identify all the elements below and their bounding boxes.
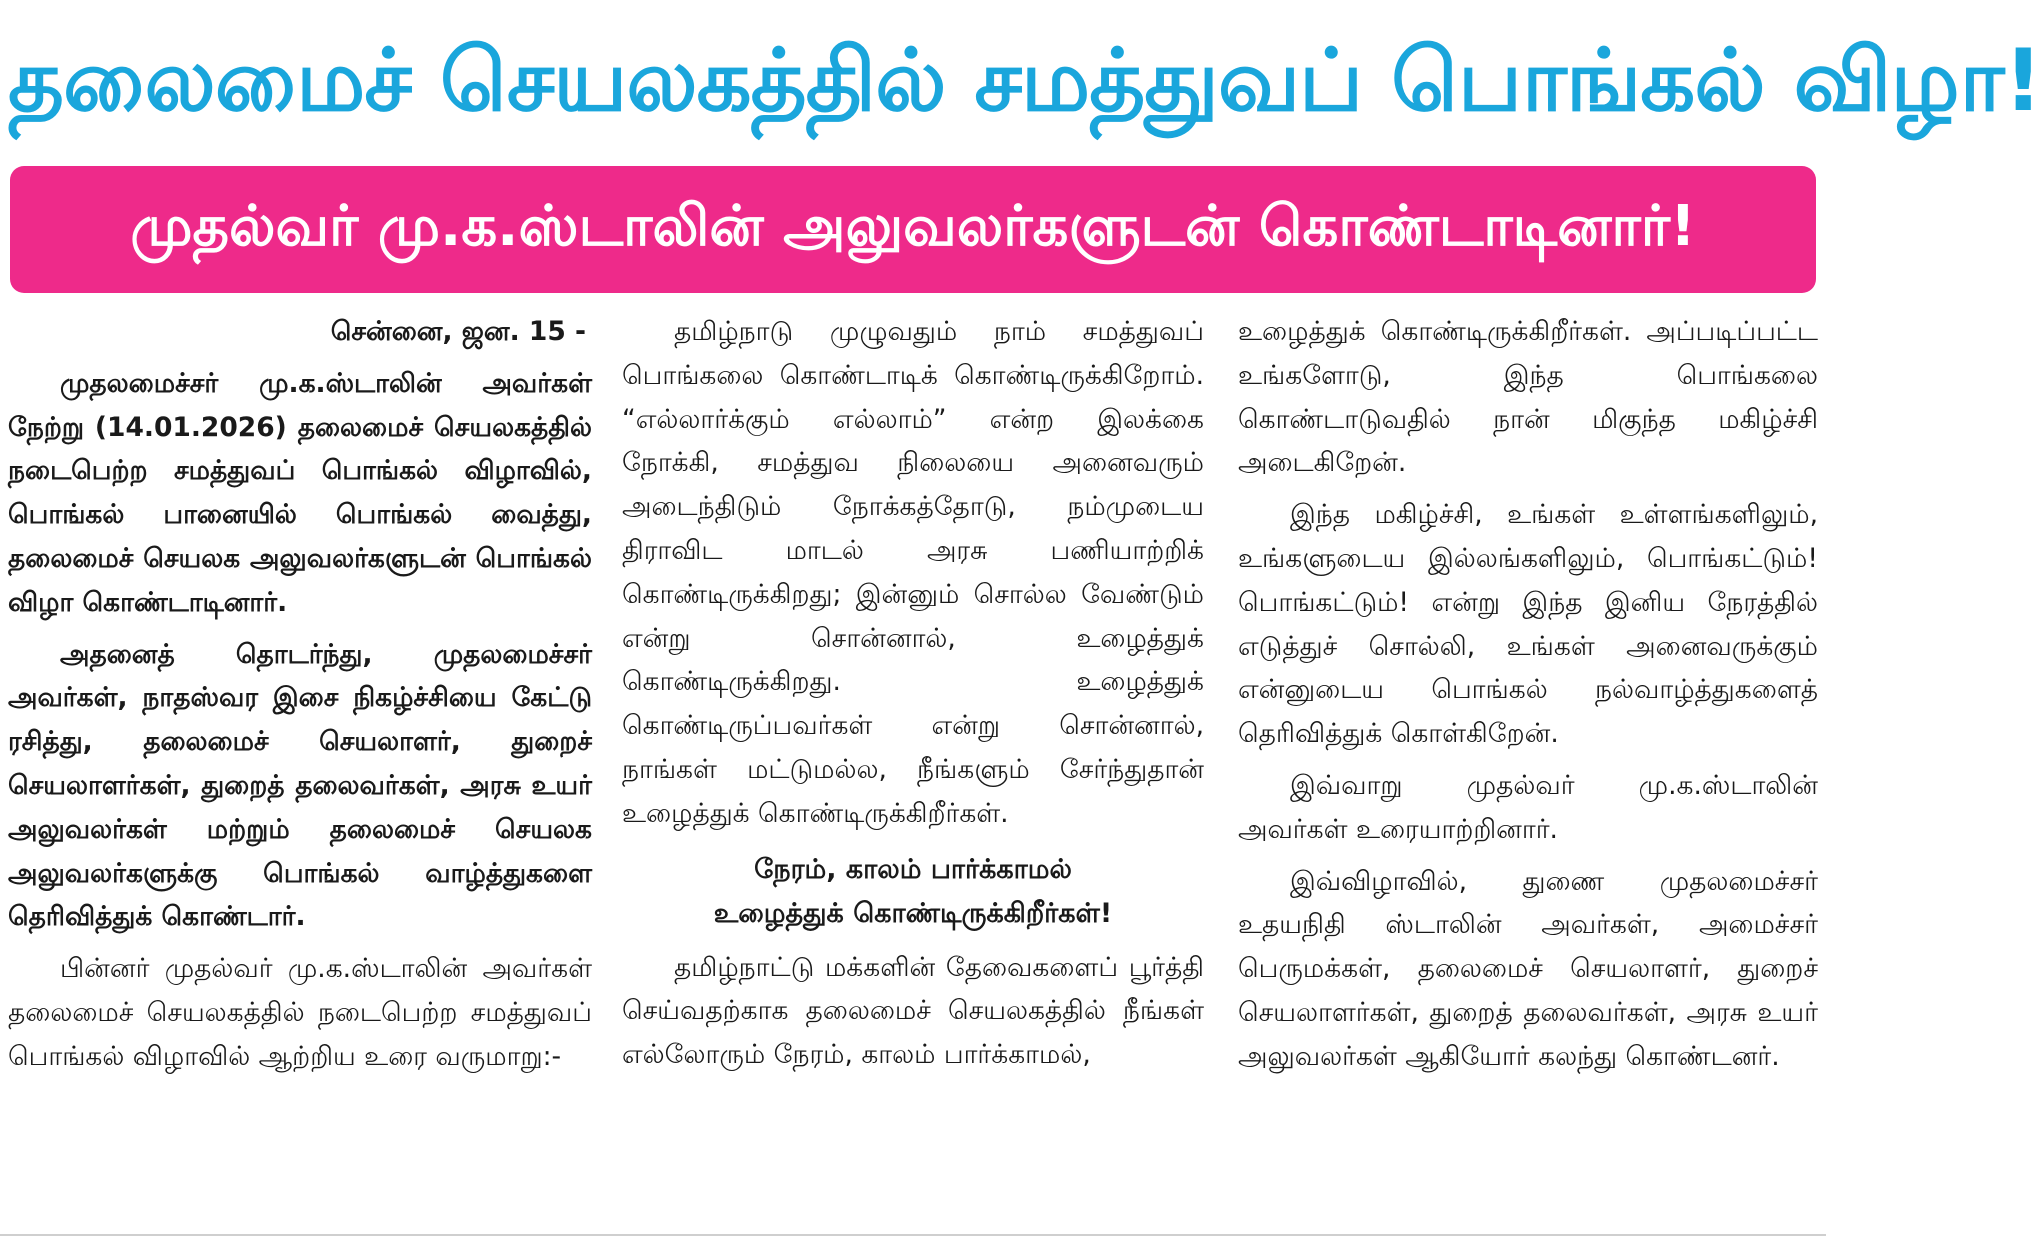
section-subhead-line: நேரம், காலம் பார்க்காமல் [754, 853, 1072, 885]
subheadline-banner [10, 166, 1816, 293]
section-subhead [622, 848, 1204, 936]
bottom-divider [0, 1234, 1826, 1236]
article-paragraph: தமிழ்நாடு முழுவதும் நாம் சமத்துவப் பொங்கலை கொண்டாடிக் கொண்டிருக்கிறோம். “எல்லார்க்கும் எல்லாம்” என்ற இலக்கை நோக்கி, சமத்துவ நிலையை அனைவரும் அடைந்திடும் நோக்கத்தோடு, நம்முடைய திராவிட மாடல் அரசு பணியாற்றிக் கொண்டிருக்கிறது; இன்னும் சொல்ல வேண்டும் என்று சொன்னால், உழைத்துக் கொண்டிருக்கிறது. உழைத்துக் கொண்டிருப்பவர்கள் என்று சொன்னால், நாங்கள் மட்டுமல்ல, நீங்களும் சேர்ந்துதான் உழைத்துக் கொண்டிருக்கிறீர்கள். [622, 316, 1204, 829]
headline: தலைமைச் செயலகத்தில் சமத்துவப் பொங்கல் விழா! [8, 31, 2042, 131]
article-paragraph: முதலமைச்சர் மு.க.ஸ்டாலின் அவர்கள் நேற்று (14.01.2026) தலைமைச் செயலகத்தில் நடைபெற்ற சமத்துவப் பொங்கல் விழாவில், பொங்கல் பானையில் பொங்கல் வைத்து, தலைமைச் செயலக அலுவலர்களுடன் பொங்கல் விழா கொண்டாடினார். [8, 367, 592, 618]
article-column-1 [8, 310, 592, 1230]
article-paragraph: இந்த மகிழ்ச்சி, உங்கள் உள்ளங்களிலும், உங்களுடைய இல்லங்களிலும், பொங்கட்டும்! பொங்கட்டும்! என்று இந்த இனிய நேரத்தில் எடுத்துச் சொல்லி, உங்கள் அனைவருக்கும் என்னுடைய பொங்கல் நல்வாழ்த்துகளைத் தெரிவித்துக் கொள்கிறேன். [1238, 499, 1818, 750]
article-column-2 [622, 310, 1204, 1230]
dateline: சென்னை, ஜன. 15 - [330, 316, 586, 347]
article-paragraph: உழைத்துக் கொண்டிருக்கிறீர்கள். அப்படிப்பட்ட உங்களோடு, இந்த பொங்கலை கொண்டாடுவதில் நான் மிகுந்த மகிழ்ச்சி அடைகிறேன். [1238, 316, 1818, 479]
article-paragraph: இவ்விழாவில், துணை முதலமைச்சர் உதயநிதி ஸ்டாலின் அவர்கள், அமைச்சர் பெருமக்கள், தலைமைச் செயலாளர், துறைச் செயலாளர்கள், துறைத் தலைவர்கள், அரசு உயர் அலுவலர்கள் ஆகியோர் கலந்து கொண்டனர். [1238, 865, 1818, 1072]
article-column-3 [1238, 310, 1818, 1230]
article-paragraph: அதனைத் தொடர்ந்து, முதலமைச்சர் அவர்கள், நாதஸ்வர இசை நிகழ்ச்சியை கேட்டு ரசித்து, தலைமைச் செயலாளர், துறைச் செயலாளர்கள், துறைத் தலைவர்கள், அரசு உயர் அலுவலர்கள் மற்றும் தலைமைச் செயலக அலுவலர்களுக்கு பொங்கல் வாழ்த்துகளை தெரிவித்துக் கொண்டார். [8, 638, 592, 933]
article-paragraph: தமிழ்நாட்டு மக்களின் தேவைகளைப் பூர்த்தி செய்வதற்காக தலைமைச் செயலகத்தில் நீங்கள் எல்லோரும் நேரம், காலம் பார்க்காமல், [622, 951, 1204, 1071]
article-paragraph: பின்னர் முதல்வர் மு.க.ஸ்டாலின் அவர்கள் தலைமைச் செயலகத்தில் நடைபெற்ற சமத்துவப் பொங்கல் விழாவில் ஆற்றிய உரை வருமாறு:- [8, 953, 592, 1072]
section-subhead-line: உழைத்துக் கொண்டிருக்கிறீர்கள்! [713, 897, 1113, 929]
article-paragraph: இவ்வாறு முதல்வர் மு.க.ஸ்டாலின் அவர்கள் உரையாற்றினார். [1238, 769, 1818, 845]
subheadline-text: முதல்வர் மு.க.ஸ்டாலின் அலுவலர்களுடன் கொண்டாடினார்! [130, 193, 1696, 259]
